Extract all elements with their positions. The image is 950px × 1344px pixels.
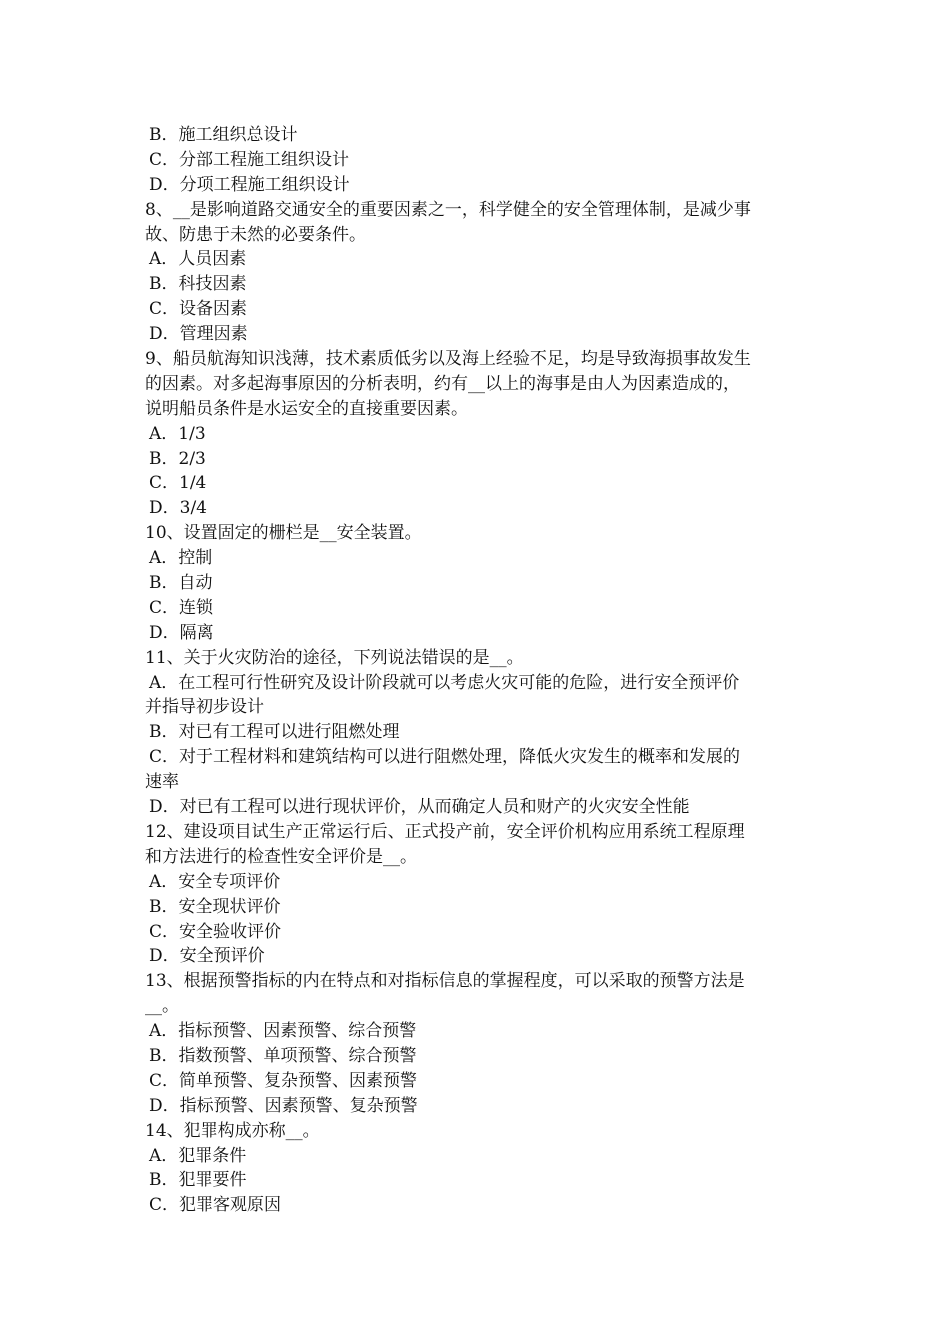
option-text: 安全预评价: [179, 946, 265, 967]
option-text: 2/3: [178, 448, 206, 469]
answer-option: [145, 148, 810, 173]
answer-option-continuation: [145, 695, 810, 720]
option-text: 安全现状评价: [178, 896, 281, 917]
option-letter: D．: [149, 1095, 180, 1116]
answer-option: [145, 1168, 810, 1193]
option-text: 在工程可行性研究及设计阶段就可以考虑火灾可能的危险，进行安全预评价: [178, 672, 740, 693]
answer-option: [145, 1193, 810, 1218]
option-text: 管理因素: [179, 324, 248, 345]
answer-option: [145, 745, 810, 770]
option-text: 对于工程材料和建筑结构可以进行阻燃处理，降低火灾发生的概率和发展的: [179, 747, 741, 768]
option-text: 对已有工程可以进行阻燃处理: [178, 722, 400, 743]
question-stem: 14、犯罪构成亦称__。: [145, 1120, 320, 1141]
option-text: 分部工程施工组织设计: [179, 149, 350, 170]
option-letter: B．: [149, 125, 179, 145]
option-text: 安全验收评价: [179, 921, 282, 942]
option-text: 设备因素: [179, 299, 248, 320]
question-stem: 10、设置固定的栅栏是__安全装置。: [145, 523, 422, 544]
option-text: 施工组织总设计: [178, 125, 298, 145]
option-letter: C．: [149, 921, 180, 942]
answer-option: [145, 123, 810, 148]
option-text: 指标预警、因素预警、综合预警: [178, 1021, 417, 1042]
option-letter: B．: [149, 274, 179, 295]
option-letter: A．: [149, 1145, 179, 1166]
option-letter: A．: [149, 672, 179, 693]
answer-option: [145, 671, 810, 696]
answer-option: [145, 1144, 810, 1169]
option-letter: D．: [149, 498, 180, 519]
answer-option-continuation: [145, 770, 810, 795]
option-letter: A．: [149, 1021, 179, 1042]
option-text: 分项工程施工组织设计: [179, 174, 350, 195]
document-page: [145, 123, 810, 1218]
answer-option: [145, 596, 810, 621]
answer-option: [145, 944, 810, 969]
option-letter: C．: [149, 597, 180, 618]
option-text: 对已有工程可以进行现状评价，从而确定人员和财产的火灾安全性能: [179, 797, 690, 818]
option-letter: C．: [149, 149, 180, 170]
option-text: 1/4: [179, 473, 207, 494]
option-text: 3/4: [179, 498, 207, 519]
question-stem: 11、关于火灾防治的途径，下列说法错误的是__。: [145, 647, 524, 668]
answer-option: [145, 1094, 810, 1119]
answer-option: [145, 1019, 810, 1044]
option-letter: D．: [149, 622, 180, 643]
option-letter: C．: [149, 299, 180, 320]
answer-option: [145, 297, 810, 322]
answer-option: [145, 571, 810, 596]
question-stem-continuation: 和方法进行的检查性安全评价是__。: [145, 846, 417, 867]
answer-option: [145, 621, 810, 646]
question-stem-continuation: 故、防患于未然的必要条件。: [145, 224, 366, 245]
answer-option: [145, 720, 810, 745]
question-stem: 13、根据预警指标的内在特点和对指标信息的掌握程度，可以采取的预警方法是: [145, 971, 745, 992]
question-stem: 9、船员航海知识浅薄，技术素质低劣以及海上经验不足，均是导致海损事故发生: [145, 349, 751, 370]
option-letter: D．: [149, 174, 180, 195]
option-letter: B．: [149, 573, 179, 594]
answer-option: [145, 496, 810, 521]
option-letter: D．: [149, 946, 180, 967]
answer-option: [145, 920, 810, 945]
option-letter: A．: [149, 548, 179, 569]
question-stem-continuation: 说明船员条件是水运安全的直接重要因素。: [145, 398, 468, 419]
answer-option: [145, 447, 810, 472]
option-letter: B．: [149, 448, 179, 469]
answer-option: [145, 1044, 810, 1069]
option-letter: C．: [149, 1070, 180, 1091]
option-text: 连锁: [179, 597, 214, 618]
option-letter: B．: [149, 722, 179, 743]
option-text: 指标预警、因素预警、复杂预警: [179, 1095, 418, 1116]
option-text: 犯罪条件: [178, 1145, 247, 1166]
option-letter: B．: [149, 1170, 179, 1191]
option-text: 人员因素: [178, 249, 247, 270]
option-text: 犯罪要件: [178, 1170, 247, 1191]
answer-option: [145, 795, 810, 820]
answer-option: [145, 272, 810, 297]
answer-option: [145, 1069, 810, 1094]
option-letter: A．: [149, 249, 179, 270]
option-text: 并指导初步设计: [145, 697, 264, 718]
option-letter: D．: [149, 324, 180, 345]
option-letter: B．: [149, 896, 179, 917]
question-stem: 8、__是影响道路交通安全的重要因素之一，科学健全的安全管理体制，是减少事: [145, 199, 751, 220]
option-letter: C．: [149, 1195, 180, 1216]
option-text: 科技因素: [178, 274, 247, 295]
option-text: 犯罪客观原因: [179, 1195, 282, 1216]
option-text: 隔离: [179, 622, 214, 643]
answer-option: [145, 471, 810, 496]
option-letter: C．: [149, 473, 180, 494]
option-letter: A．: [149, 871, 179, 892]
answer-option: [145, 322, 810, 347]
option-text: 安全专项评价: [178, 871, 281, 892]
option-letter: D．: [149, 797, 180, 818]
option-text: 速率: [145, 772, 179, 793]
option-text: 1/3: [178, 423, 206, 444]
answer-option: [145, 546, 810, 571]
question-stem-continuation: 的因素。对多起海事原因的分析表明，约有__以上的海事是由人为因素造成的，: [145, 373, 740, 394]
answer-option: [145, 422, 810, 447]
question-stem: 12、建设项目试生产正常运行后、正式投产前，安全评价机构应用系统工程原理: [145, 821, 745, 842]
option-text: 自动: [178, 573, 213, 594]
question-stem-continuation: __。: [145, 996, 179, 1017]
answer-option: [145, 173, 810, 198]
answer-option: [145, 895, 810, 920]
option-text: 控制: [178, 548, 213, 569]
option-letter: B．: [149, 1045, 179, 1066]
option-text: 指数预警、单项预警、综合预警: [178, 1045, 417, 1066]
answer-option: [145, 247, 810, 272]
option-letter: C．: [149, 747, 180, 768]
option-text: 简单预警、复杂预警、因素预警: [179, 1070, 418, 1091]
option-letter: A．: [149, 423, 179, 444]
answer-option: [145, 870, 810, 895]
